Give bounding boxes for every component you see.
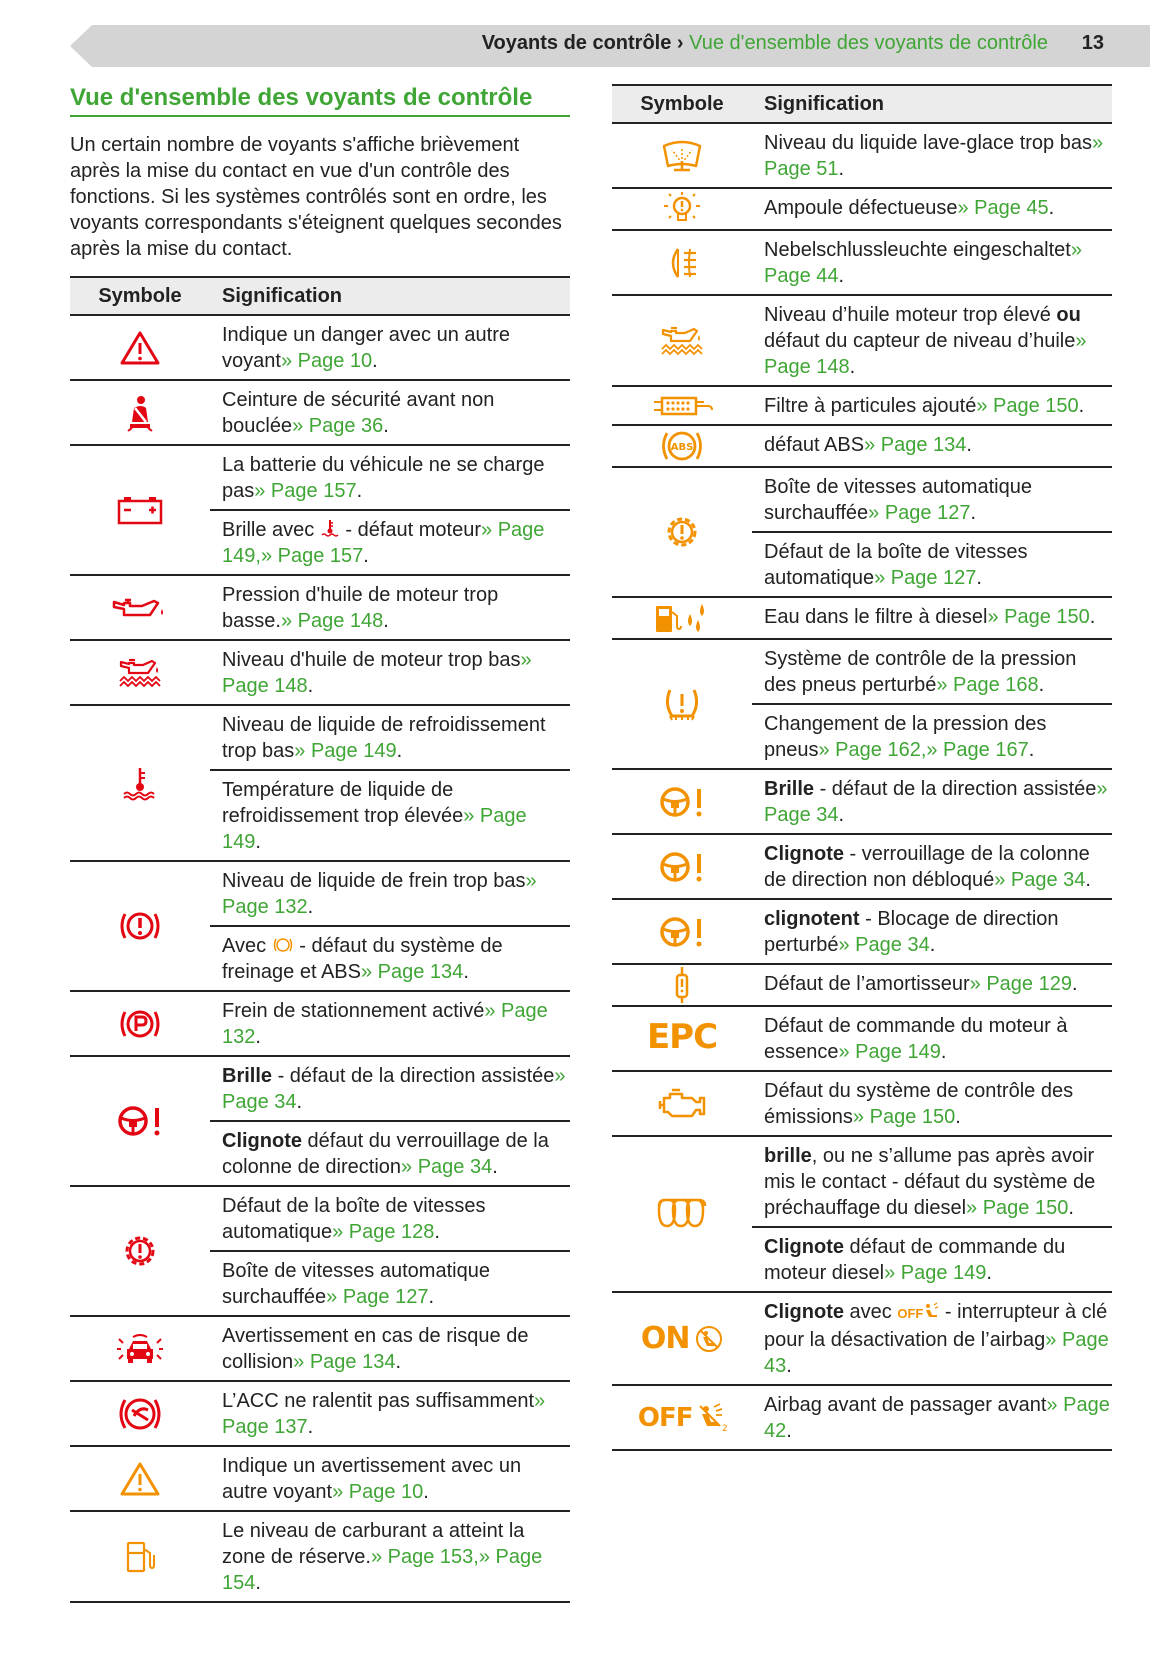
meaning-cell: Indique un avertissement avec un autre voyant» Page 10.	[210, 1446, 570, 1511]
table-row	[70, 445, 570, 510]
steering-orange-icon	[657, 784, 707, 820]
page-link[interactable]: » Page 150	[976, 395, 1079, 417]
table-row	[70, 1186, 570, 1251]
meaning-cell: Airbag avant de passager avant» Page 42.	[752, 1385, 1112, 1450]
symbol-cell	[612, 386, 752, 425]
airbag-off-icon: OFF	[637, 1402, 693, 1433]
acc-icon	[117, 1394, 163, 1434]
table-row	[612, 425, 1112, 467]
gearbox-icon	[120, 1231, 160, 1271]
page-link[interactable]: » Page 150	[966, 1197, 1069, 1219]
symbol-cell	[70, 705, 210, 861]
table-row	[612, 1136, 1112, 1227]
table-row	[612, 467, 1112, 532]
page-link[interactable]: » Page 10	[280, 350, 373, 372]
meaning-cell: Le niveau de carburant a atteint la zone de réserve.» Page 153,» Page 154.	[210, 1511, 570, 1602]
symbol-cell	[612, 467, 752, 597]
oil-level-orange-icon	[657, 323, 707, 359]
symbol-cell	[70, 1446, 210, 1511]
meaning-cell: Boîte de vitesses automatique surchauffée» Page 127.	[752, 467, 1112, 532]
table-header-row	[70, 277, 570, 315]
table-row	[612, 188, 1112, 230]
table-row	[612, 123, 1112, 188]
table-header-row	[612, 85, 1112, 123]
page-link[interactable]: » Page 45	[957, 197, 1049, 219]
symbol-cell	[612, 1292, 752, 1385]
symbol-cell	[612, 899, 752, 964]
page-link[interactable]: » Page 149,	[222, 519, 545, 567]
meaning-cell: La batterie du véhicule ne se charge pas» Page 157.	[210, 445, 570, 510]
symbol-cell	[70, 315, 210, 380]
meaning-cell: L’ACC ne ralentit pas suffisamment» Page 137.	[210, 1381, 570, 1446]
symbol-cell	[70, 640, 210, 705]
page-link[interactable]: » Page 127	[874, 567, 977, 589]
table-row	[70, 991, 570, 1056]
svg-text:ABS: ABS	[670, 442, 694, 453]
oil-pressure-icon	[110, 593, 170, 623]
meaning-cell: Défaut de la boîte de vitesses automatique» Page 127.	[752, 532, 1112, 597]
airbag-passenger-icon	[695, 1325, 723, 1353]
meaning-cell: Filtre à particules ajouté» Page 150.	[752, 386, 1112, 425]
breadcrumb-subsection[interactable]: Vue d'ensemble des voyants de contrôle	[689, 32, 1048, 54]
page-link[interactable]: » Page 150	[987, 606, 1090, 628]
table-row	[612, 295, 1112, 386]
page-link[interactable]: » Page 128	[332, 1221, 435, 1243]
page-link[interactable]: » Page 148	[222, 649, 532, 697]
meaning-cell: Changement de la pression des pneus» Page 162,» Page 167.	[752, 704, 1112, 769]
meaning-cell: Clignote défaut de commande du moteur diesel» Page 149.	[752, 1227, 1112, 1292]
table-row	[612, 1292, 1112, 1385]
meaning-cell: Ceinture de sécurité avant non bouclée» Page 36.	[210, 380, 570, 445]
table-row	[612, 899, 1112, 964]
page-link[interactable]: » Page 10	[332, 1481, 424, 1503]
meaning-cell: Clignote avec OFF - interrupteur à clé pour la désactivation de l’airbag» Page 43.	[752, 1292, 1112, 1385]
glow-plug-icon	[655, 1196, 709, 1232]
symbol-cell	[612, 1385, 752, 1450]
page-link[interactable]: » Page 148	[764, 330, 1087, 378]
table-row	[70, 1056, 570, 1121]
meaning-column-header: Signification	[752, 85, 1112, 123]
page-link[interactable]: » Page 129	[969, 973, 1072, 995]
symbol-cell	[612, 188, 752, 230]
page-link[interactable]: » Page 149	[838, 1041, 941, 1063]
table-row	[612, 386, 1112, 425]
meaning-cell: Boîte de vitesses automatique surchauffée» Page 127.	[210, 1251, 570, 1316]
page-link[interactable]: » Page 137	[222, 1390, 546, 1438]
table-row	[70, 861, 570, 926]
meaning-cell: clignotent - Blocage de direction perturbé» Page 34.	[752, 899, 1112, 964]
table-row	[612, 1006, 1112, 1071]
page-link[interactable]: » Page 34	[838, 934, 930, 956]
warning-triangle-orange-icon	[119, 1461, 161, 1497]
meaning-cell: Système de contrôle de la pression des pneus perturbé» Page 168.	[752, 639, 1112, 704]
table-row	[70, 705, 570, 770]
page-link[interactable]: » Page 149	[222, 805, 527, 853]
page-link[interactable]: » Page 157	[260, 545, 364, 567]
gearbox-orange-icon	[662, 512, 702, 552]
page-link[interactable]: » Page 132	[222, 1000, 548, 1048]
page-link[interactable]: » Page 42	[764, 1394, 1110, 1442]
page-number: 13	[1081, 32, 1104, 54]
epc-icon: EPC	[646, 1017, 718, 1057]
table-row	[70, 1511, 570, 1602]
symbol-cell	[70, 861, 210, 991]
washer-fluid-icon	[660, 136, 704, 176]
meaning-cell: Indique un danger avec un autre voyant» Page 10.	[210, 315, 570, 380]
meaning-cell: Clignote défaut du verrouillage de la colonne de direction» Page 34.	[210, 1121, 570, 1186]
left-symbol-table	[70, 276, 570, 1603]
table-row	[70, 1381, 570, 1446]
abs-small-icon	[272, 936, 294, 954]
meaning-cell: Eau dans le filtre à diesel» Page 150.	[752, 597, 1112, 639]
meaning-cell: Niveau de liquide de frein trop bas» Page 132.	[210, 861, 570, 926]
meaning-cell: Niveau d’huile moteur trop élevé ou défaut du capteur de niveau d’huile» Page 148.	[752, 295, 1112, 386]
symbol-cell	[612, 1136, 752, 1292]
symbol-cell	[70, 445, 210, 575]
bulb-icon	[660, 189, 704, 229]
table-row	[612, 1071, 1112, 1136]
meaning-cell: Défaut de l’amortisseur» Page 129.	[752, 964, 1112, 1006]
svg-text:2: 2	[722, 1423, 728, 1434]
table-row	[70, 640, 570, 705]
page-link[interactable]: » Page 153,	[370, 1546, 479, 1568]
brake-icon	[117, 906, 163, 946]
symbol-cell	[70, 380, 210, 445]
page-link[interactable]: » Page 34	[764, 778, 1108, 826]
table-row	[70, 380, 570, 445]
page-link[interactable]: » Page 162,	[818, 739, 927, 761]
meaning-cell: Pression d'huile de moteur trop basse.» Page 148.	[210, 575, 570, 640]
breadcrumb-section[interactable]: Voyants de contrôle	[481, 32, 672, 54]
symbol-cell	[612, 639, 752, 769]
battery-icon	[116, 494, 164, 526]
meaning-cell: Frein de stationnement activé» Page 132.	[210, 991, 570, 1056]
page-link[interactable]: » Page 127	[868, 502, 971, 524]
meaning-cell: brille, ou ne s’allume pas après avoir mis le contact - défaut du système de préchauffage du diesel» Page 150.	[752, 1136, 1112, 1227]
page-link[interactable]: » Page 168	[936, 674, 1039, 696]
page-link[interactable]: » Page 134	[293, 1351, 396, 1373]
engine-icon	[656, 1086, 708, 1122]
table-row	[612, 1385, 1112, 1450]
abs-icon	[659, 426, 705, 466]
airbag-off-small-icon: OFF	[897, 1306, 924, 1321]
page-link[interactable]: » Page 44	[764, 239, 1082, 287]
meaning-cell: Avertissement en cas de risque de collision» Page 134.	[210, 1316, 570, 1381]
page-link[interactable]: » Page 167	[926, 739, 1029, 761]
page-title: Vue d'ensemble des voyants de contrôle	[70, 84, 570, 117]
oil-level-icon	[115, 655, 165, 691]
table-row	[612, 597, 1112, 639]
page-link[interactable]: » Page 34	[994, 869, 1086, 891]
symbol-cell	[612, 769, 752, 834]
meaning-cell: Niveau d'huile de moteur trop bas» Page 148.	[210, 640, 570, 705]
symbol-cell	[612, 834, 752, 899]
meaning-cell: Défaut de commande du moteur à essence» Page 149.	[752, 1006, 1112, 1071]
table-row	[70, 1316, 570, 1381]
symbol-cell	[70, 1511, 210, 1602]
meaning-cell: Niveau du liquide lave-glace trop bas» Page 51.	[752, 123, 1112, 188]
page-link[interactable]: » Page 157	[254, 480, 357, 502]
parking-brake-icon	[117, 1004, 163, 1044]
collision-icon	[115, 1331, 165, 1367]
breadcrumb: Voyants de contrôle › Vue d'ensemble des voyants de contrôle	[481, 32, 1048, 54]
rear-fog-icon	[662, 243, 702, 283]
meaning-cell: Avec - défaut du système de freinage et ABS» Page 134.	[210, 926, 570, 991]
page-link[interactable]: » Page 36	[292, 415, 384, 437]
tyre-pressure-icon	[660, 684, 704, 724]
meaning-cell: Nebelschlussleuchte eingeschaltet» Page 44.	[752, 230, 1112, 295]
page-link[interactable]: » Page 127	[326, 1286, 429, 1308]
seatbelt-icon	[122, 394, 158, 432]
table-row	[612, 769, 1112, 834]
page-link[interactable]: » Page 148	[280, 610, 384, 632]
meaning-cell: défaut ABS» Page 134.	[752, 425, 1112, 467]
meaning-cell: Brille - défaut de la direction assistée» Page 34.	[752, 769, 1112, 834]
symbol-cell	[612, 964, 752, 1006]
meaning-cell: Brille - défaut de la direction assistée» Page 34.	[210, 1056, 570, 1121]
steering-icon	[115, 1103, 165, 1139]
meaning-cell: Brille avec - défaut moteur» Page 149,» Page 157.	[210, 510, 570, 575]
meaning-cell: Défaut du système de contrôle des émissions» Page 150.	[752, 1071, 1112, 1136]
table-row	[70, 1446, 570, 1511]
intro-paragraph: Un certain nombre de voyants s'affiche brièvement après la mise du contact en vue d'un contrôle des fonctions. Si les systèmes contrôlés sont en ordre, les voyants correspondants s'éteignent quelques secondes après la mise du contact.	[70, 134, 562, 260]
coolant-small-icon	[320, 518, 340, 538]
meaning-cell: Clignote - verrouillage de la colonne de direction non débloqué» Page 34.	[752, 834, 1112, 899]
symbol-cell	[612, 123, 752, 188]
meaning-cell: Défaut de la boîte de vitesses automatique» Page 128.	[210, 1186, 570, 1251]
symbol-cell	[70, 991, 210, 1056]
table-row	[612, 639, 1112, 704]
particle-filter-icon	[650, 391, 714, 421]
meaning-cell: Ampoule défectueuse» Page 45.	[752, 188, 1112, 230]
steering-orange-icon	[657, 849, 707, 885]
symbol-cell	[70, 1056, 210, 1186]
table-row	[70, 575, 570, 640]
meaning-column-header: Signification	[210, 277, 570, 315]
page-link[interactable]: » Page 34	[222, 1065, 566, 1113]
shock-absorber-icon	[672, 965, 692, 1005]
page-link[interactable]: » Page 134	[360, 961, 464, 983]
airbag-small-icon	[923, 1302, 939, 1320]
page-link[interactable]: » Page 149	[294, 740, 397, 762]
steering-orange-icon	[657, 914, 707, 950]
page-link[interactable]: » Page 150	[852, 1106, 956, 1128]
symbol-column-header: Symbole	[70, 277, 210, 315]
table-row	[612, 834, 1112, 899]
airbag-passenger-off-icon	[698, 1403, 726, 1433]
symbol-cell	[70, 1186, 210, 1316]
symbol-cell	[612, 597, 752, 639]
symbol-cell	[70, 1381, 210, 1446]
symbol-cell	[612, 295, 752, 386]
page-link[interactable]: » Page 154	[222, 1546, 543, 1594]
symbol-cell	[70, 1316, 210, 1381]
meaning-cell: Niveau de liquide de refroidissement trop bas» Page 149.	[210, 705, 570, 770]
page-link[interactable]: » Page 149	[884, 1262, 987, 1284]
page-link[interactable]: » Page 34	[401, 1156, 493, 1178]
table-row	[70, 315, 570, 380]
symbol-cell	[612, 1006, 752, 1071]
airbag-on-icon: ON	[640, 1320, 690, 1356]
coolant-icon	[120, 765, 160, 801]
meaning-cell: Température de liquide de refroidissement trop élevée» Page 149.	[210, 770, 570, 861]
page-link[interactable]: » Page 43	[764, 1329, 1109, 1377]
page-link[interactable]: » Page 134	[864, 434, 967, 456]
table-row	[612, 230, 1112, 295]
symbol-column-header: Symbole	[612, 85, 752, 123]
table-row	[612, 964, 1112, 1006]
symbol-cell	[612, 425, 752, 467]
page-link[interactable]: » Page 132	[222, 870, 537, 918]
symbol-cell	[612, 230, 752, 295]
warning-triangle-icon	[119, 330, 161, 366]
water-in-diesel-icon	[652, 598, 712, 638]
fuel-icon	[122, 1539, 158, 1575]
symbol-cell	[70, 575, 210, 640]
right-symbol-table	[612, 84, 1112, 1451]
symbol-cell	[612, 1071, 752, 1136]
page-link[interactable]: » Page 51	[764, 132, 1104, 180]
